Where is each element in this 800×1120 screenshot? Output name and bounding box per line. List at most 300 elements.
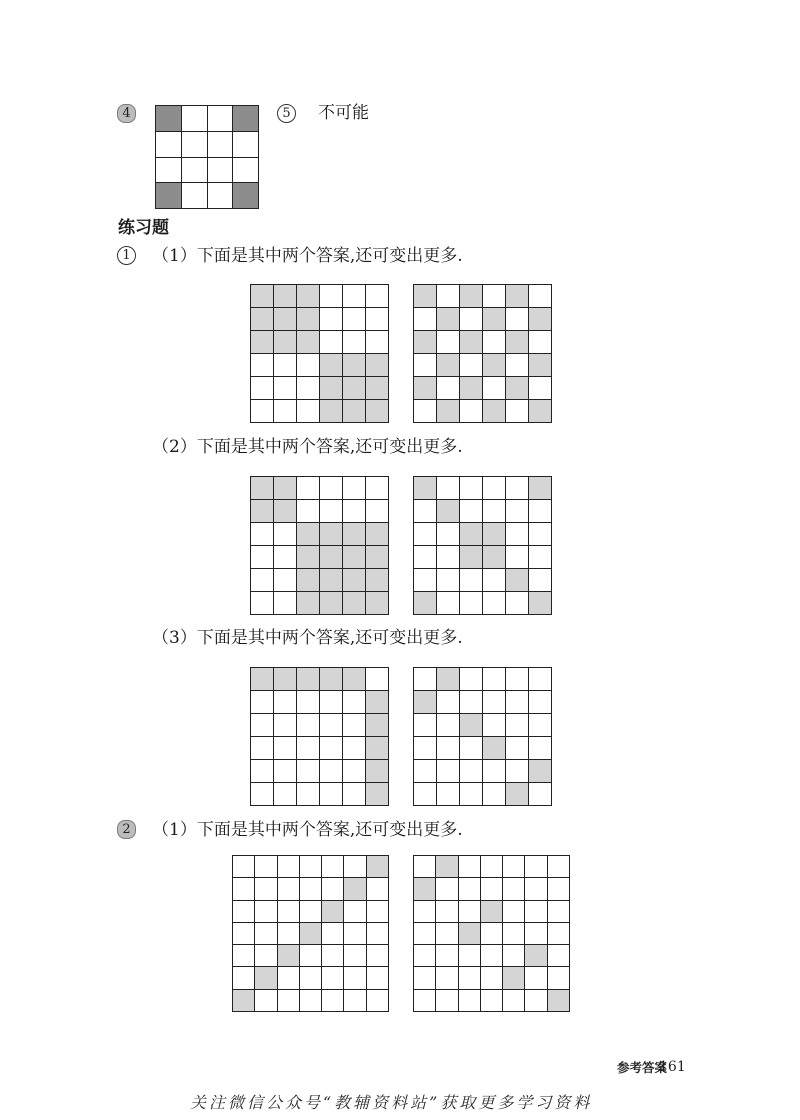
grid-cell (460, 760, 483, 783)
grid-cell (437, 760, 460, 783)
shaded-cell (320, 668, 343, 691)
shaded-cell (483, 737, 506, 760)
grid-cell (506, 714, 529, 737)
shaded-cell (436, 856, 458, 878)
grid-cell (506, 523, 529, 546)
grid-cell (436, 923, 458, 945)
shaded-cell (366, 592, 389, 615)
grid-cell (506, 668, 529, 691)
shaded-cell (255, 967, 277, 989)
grid-cell (233, 158, 259, 184)
shaded-cell (483, 546, 506, 569)
grid-cell (344, 923, 366, 945)
shaded-cell (366, 714, 389, 737)
grid-cell (481, 923, 503, 945)
grid-cell (460, 569, 483, 592)
shaded-cell (343, 377, 366, 400)
grid-cell (437, 331, 460, 354)
shaded-cell (366, 760, 389, 783)
grid-cell (506, 691, 529, 714)
grid-cell (366, 500, 389, 523)
grid-cell (529, 523, 552, 546)
grid-cell (300, 901, 322, 923)
grid-cell (208, 183, 234, 209)
grid-cell (274, 400, 297, 423)
shaded-cell (320, 546, 343, 569)
grid-cell (182, 183, 208, 209)
grid-cell (525, 901, 547, 923)
grid-cell (414, 546, 437, 569)
grid-cell (529, 714, 552, 737)
grid-cell (344, 967, 366, 989)
shaded-cell (506, 569, 529, 592)
grid-cell (322, 856, 344, 878)
shaded-cell (529, 592, 552, 615)
grid-cell (300, 878, 322, 900)
shaded-cell (251, 331, 274, 354)
grid-cell (274, 714, 297, 737)
shaded-cell (343, 523, 366, 546)
grid-cell (506, 546, 529, 569)
grid-cell (483, 285, 506, 308)
grid-cell (548, 945, 570, 967)
shaded-cell (529, 477, 552, 500)
circled-number-4: 4 (117, 104, 136, 123)
shaded-cell (483, 354, 506, 377)
grid-cell (278, 923, 300, 945)
grid-cell (483, 377, 506, 400)
grid-cell (343, 285, 366, 308)
shaded-cell (366, 691, 389, 714)
shaded-cell (414, 377, 437, 400)
shaded-cell (506, 377, 529, 400)
grid-cell (251, 737, 274, 760)
shaded-cell (414, 592, 437, 615)
grid-cell (483, 477, 506, 500)
grid-cell (414, 737, 437, 760)
shaded-cell (366, 569, 389, 592)
shaded-cell (414, 477, 437, 500)
grid-cell (274, 569, 297, 592)
grid-cell (483, 668, 506, 691)
grid-cell (460, 783, 483, 806)
shaded-cell (320, 569, 343, 592)
grid-cell (278, 901, 300, 923)
grid-cell (255, 990, 277, 1012)
grid-cell (414, 990, 436, 1012)
grid-cell (460, 354, 483, 377)
shaded-cell (274, 285, 297, 308)
grid-cell (278, 878, 300, 900)
q1-part2-answer-grid-b (413, 476, 552, 615)
grid-cell (366, 308, 389, 331)
shaded-cell (483, 400, 506, 423)
grid-cell (274, 377, 297, 400)
shaded-cell (483, 308, 506, 331)
grid-cell (414, 668, 437, 691)
grid-cell (483, 569, 506, 592)
grid-cell (274, 760, 297, 783)
shaded-cell (414, 331, 437, 354)
grid-cell (506, 737, 529, 760)
grid-cell (437, 592, 460, 615)
grid-cell (483, 783, 506, 806)
grid-cell (255, 878, 277, 900)
grid-cell (525, 967, 547, 989)
grid-cell (525, 856, 547, 878)
shaded-cell (503, 967, 525, 989)
q2-part1-answer-grid-a (232, 855, 389, 1012)
grid-cell (156, 158, 182, 184)
grid-cell (344, 901, 366, 923)
shaded-cell (251, 308, 274, 331)
q1-part1-text: （1）下面是其中两个答案,还可变出更多. (152, 246, 463, 266)
grid-cell (437, 569, 460, 592)
grid-cell (367, 901, 389, 923)
grid-cell (525, 990, 547, 1012)
grid-cell (251, 546, 274, 569)
shaded-cell (320, 400, 343, 423)
circled-number-2: 2 (117, 820, 136, 839)
shaded-cell (483, 523, 506, 546)
grid-cell (322, 990, 344, 1012)
shaded-cell (322, 901, 344, 923)
grid-cell (437, 714, 460, 737)
grid-cell (343, 760, 366, 783)
grid-cell (278, 990, 300, 1012)
grid-cell (414, 500, 437, 523)
grid-cell (274, 783, 297, 806)
grid-cell (255, 901, 277, 923)
grid-cell (251, 760, 274, 783)
grid-cell (503, 945, 525, 967)
grid-cell (529, 783, 552, 806)
shaded-cell (414, 878, 436, 900)
shaded-cell (274, 500, 297, 523)
grid-cell (506, 477, 529, 500)
grid-cell (297, 354, 320, 377)
grid-cell (251, 569, 274, 592)
shaded-cell (366, 783, 389, 806)
grid-cell (460, 691, 483, 714)
grid-cell (367, 878, 389, 900)
grid-cell (251, 377, 274, 400)
grid-cell (233, 132, 259, 158)
grid-cell (251, 691, 274, 714)
grid-cell (344, 990, 366, 1012)
grid-cell (481, 945, 503, 967)
grid-cell (506, 354, 529, 377)
shaded-cell (297, 308, 320, 331)
grid-cell (483, 331, 506, 354)
shaded-cell (343, 668, 366, 691)
grid-cell (483, 714, 506, 737)
q2-part1-text: （1）下面是其中两个答案,还可变出更多. (152, 820, 463, 840)
shaded-cell (156, 106, 182, 132)
shaded-cell (274, 668, 297, 691)
grid-cell (529, 668, 552, 691)
grid-cell (274, 354, 297, 377)
grid-cell (460, 668, 483, 691)
shaded-cell (278, 945, 300, 967)
grid-cell (414, 308, 437, 331)
grid-cell (503, 990, 525, 1012)
grid-cell (233, 967, 255, 989)
shaded-cell (274, 477, 297, 500)
grid-cell (343, 477, 366, 500)
grid-cell (343, 783, 366, 806)
grid-cell (460, 737, 483, 760)
shaded-cell (251, 668, 274, 691)
grid-cell (414, 354, 437, 377)
grid-cell (459, 967, 481, 989)
grid-cell (460, 500, 483, 523)
grid-cell (274, 592, 297, 615)
q1-part1-answer-grid-b (413, 284, 552, 423)
grid-cell (300, 856, 322, 878)
grid-cell (300, 945, 322, 967)
shaded-cell (297, 523, 320, 546)
grid-cell (459, 990, 481, 1012)
shaded-cell (481, 901, 503, 923)
grid-cell (503, 856, 525, 878)
grid-cell (414, 400, 437, 423)
grid-cell (367, 945, 389, 967)
grid-cell (297, 714, 320, 737)
grid-cell (548, 856, 570, 878)
shaded-cell (506, 331, 529, 354)
grid-cell (367, 967, 389, 989)
grid-cell (320, 500, 343, 523)
grid-cell (414, 967, 436, 989)
shaded-cell (320, 523, 343, 546)
grid-cell (366, 285, 389, 308)
grid-cell (436, 945, 458, 967)
grid-cell (548, 901, 570, 923)
shaded-cell (437, 354, 460, 377)
grid-cell (274, 691, 297, 714)
grid-cell (529, 377, 552, 400)
grid-cell (343, 737, 366, 760)
shaded-cell (251, 285, 274, 308)
grid-cell (529, 737, 552, 760)
q1-part2-answer-grid-a (250, 476, 389, 615)
grid-cell (548, 967, 570, 989)
grid-cell (274, 546, 297, 569)
example-5-answer: 不可能 (318, 103, 369, 123)
grid-cell (251, 592, 274, 615)
grid-cell (251, 714, 274, 737)
grid-cell (481, 990, 503, 1012)
grid-cell (255, 945, 277, 967)
grid-cell (343, 691, 366, 714)
shaded-cell (460, 331, 483, 354)
shaded-cell (297, 285, 320, 308)
grid-cell (320, 760, 343, 783)
grid-cell (255, 856, 277, 878)
grid-cell (414, 923, 436, 945)
grid-cell (208, 132, 234, 158)
shaded-cell (367, 856, 389, 878)
grid-cell (297, 500, 320, 523)
q1-part3-text: （3）下面是其中两个答案,还可变出更多. (152, 628, 463, 648)
q1-part3-answer-grid-b (413, 667, 552, 806)
grid-cell (529, 331, 552, 354)
shaded-cell (525, 945, 547, 967)
shaded-cell (344, 878, 366, 900)
grid-cell (414, 569, 437, 592)
grid-cell (414, 714, 437, 737)
shaded-cell (343, 546, 366, 569)
grid-cell (320, 285, 343, 308)
grid-cell (344, 856, 366, 878)
grid-cell (437, 546, 460, 569)
circled-number-1: 1 (117, 246, 136, 265)
grid-cell (251, 400, 274, 423)
grid-cell (437, 691, 460, 714)
grid-cell (414, 901, 436, 923)
shaded-cell (548, 990, 570, 1012)
q1-part3-answer-grid-a (250, 667, 389, 806)
grid-cell (251, 783, 274, 806)
grid-cell (233, 901, 255, 923)
grid-cell (182, 158, 208, 184)
shaded-cell (529, 760, 552, 783)
shaded-cell (297, 569, 320, 592)
shaded-cell (233, 106, 259, 132)
grid-cell (506, 400, 529, 423)
grid-cell (481, 967, 503, 989)
shaded-cell (343, 569, 366, 592)
shaded-cell (506, 783, 529, 806)
grid-cell (278, 856, 300, 878)
grid-cell (548, 878, 570, 900)
grid-cell (322, 878, 344, 900)
shaded-cell (437, 668, 460, 691)
grid-cell (460, 592, 483, 615)
grid-cell (182, 106, 208, 132)
exercises-heading: 练习题 (118, 218, 169, 238)
shaded-cell (459, 923, 481, 945)
shaded-cell (251, 477, 274, 500)
q1-part1-answer-grid-a (250, 284, 389, 423)
q1-part2-text: （2）下面是其中两个答案,还可变出更多. (152, 437, 463, 457)
grid-cell (459, 878, 481, 900)
shaded-cell (320, 592, 343, 615)
shaded-cell (506, 285, 529, 308)
grid-cell (366, 477, 389, 500)
shaded-cell (274, 308, 297, 331)
grid-cell (320, 308, 343, 331)
grid-cell (297, 477, 320, 500)
shaded-cell (233, 990, 255, 1012)
grid-cell (483, 592, 506, 615)
grid-cell (343, 331, 366, 354)
shaded-cell (343, 354, 366, 377)
grid-cell (251, 354, 274, 377)
grid-cell (529, 285, 552, 308)
shaded-cell (414, 285, 437, 308)
grid-cell (297, 691, 320, 714)
shaded-cell (437, 400, 460, 423)
grid-cell (437, 477, 460, 500)
grid-cell (233, 923, 255, 945)
grid-cell (297, 400, 320, 423)
grid-cell (529, 569, 552, 592)
grid-cell (437, 285, 460, 308)
grid-cell (320, 737, 343, 760)
grid-cell (297, 760, 320, 783)
grid-cell (344, 945, 366, 967)
grid-cell (483, 760, 506, 783)
shaded-cell (529, 308, 552, 331)
grid-cell (483, 691, 506, 714)
grid-cell (506, 760, 529, 783)
grid-cell (300, 990, 322, 1012)
grid-cell (525, 923, 547, 945)
grid-cell (437, 783, 460, 806)
grid-cell (460, 308, 483, 331)
grid-cell (483, 500, 506, 523)
shaded-cell (414, 691, 437, 714)
grid-cell (460, 400, 483, 423)
shaded-cell (297, 592, 320, 615)
grid-cell (297, 783, 320, 806)
grid-cell (414, 523, 437, 546)
shaded-cell (156, 183, 182, 209)
grid-cell (322, 923, 344, 945)
example-4-grid (155, 105, 259, 209)
grid-cell (436, 901, 458, 923)
shaded-cell (297, 668, 320, 691)
grid-cell (320, 331, 343, 354)
grid-cell (414, 760, 437, 783)
grid-cell (459, 901, 481, 923)
grid-cell (436, 967, 458, 989)
shaded-cell (343, 592, 366, 615)
shaded-cell (274, 331, 297, 354)
grid-cell (320, 691, 343, 714)
grid-cell (437, 523, 460, 546)
grid-cell (208, 106, 234, 132)
grid-cell (506, 500, 529, 523)
shaded-cell (460, 285, 483, 308)
shaded-cell (320, 377, 343, 400)
shaded-cell (366, 400, 389, 423)
grid-cell (367, 923, 389, 945)
shaded-cell (366, 377, 389, 400)
grid-cell (367, 990, 389, 1012)
grid-cell (414, 856, 436, 878)
grid-cell (320, 783, 343, 806)
grid-cell (366, 331, 389, 354)
grid-cell (322, 945, 344, 967)
shaded-cell (460, 523, 483, 546)
grid-cell (436, 990, 458, 1012)
grid-cell (366, 668, 389, 691)
grid-cell (481, 878, 503, 900)
grid-cell (297, 377, 320, 400)
grid-cell (274, 523, 297, 546)
shaded-cell (251, 500, 274, 523)
shaded-cell (320, 354, 343, 377)
footer-section-label: 参考答案 (617, 1060, 668, 1075)
shaded-cell (529, 354, 552, 377)
grid-cell (233, 878, 255, 900)
grid-cell (208, 158, 234, 184)
grid-cell (320, 714, 343, 737)
grid-cell (529, 691, 552, 714)
